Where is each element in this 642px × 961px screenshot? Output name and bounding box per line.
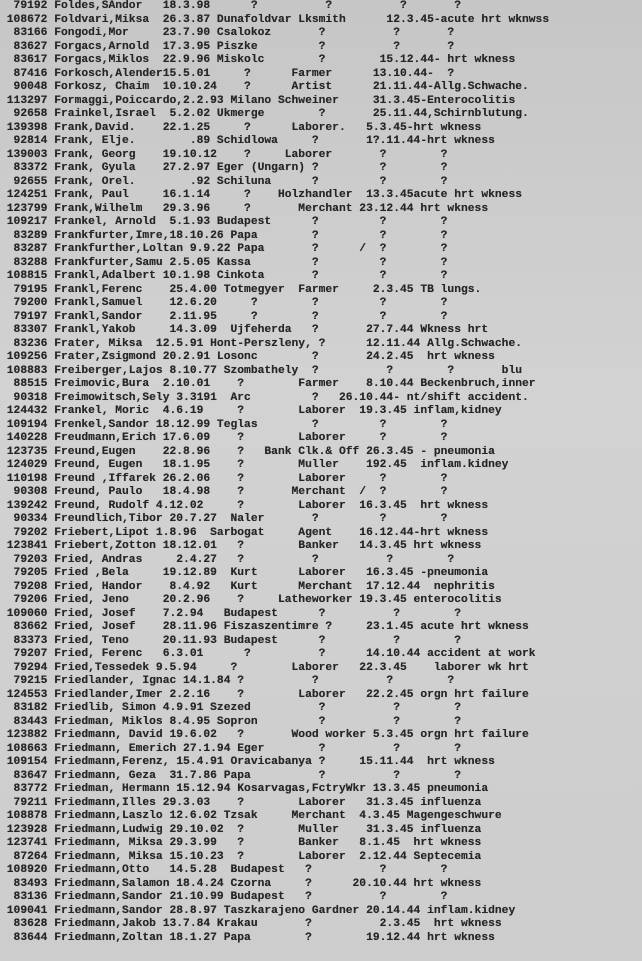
- record-row: 79192 Foldes,SAndor 18.3.98 ? ? ? ?: [0, 0, 461, 12]
- record-row: 113297 Formaggi,Poiccardo,2.2.93 Milano Schweiner 31.3.45-Enterocolitis: [0, 94, 516, 107]
- record-row: 83493 Friedmann,Salamon 18.4.24 Czorna ? 20.10.44 hrt wkness: [0, 877, 482, 890]
- record-row: 83136 Friedmann,Sandor 21.10.99 Budapest ? ? ?: [0, 891, 448, 903]
- record-row: 83289 Frankfurter,Imre,18.10.26 Papa ? ? ?: [0, 229, 448, 242]
- record-row: 139242 Freund, Rudolf 4.12.02 ? Laborer 16.3.45 hrt wkness: [0, 499, 489, 512]
- record-row: 139398 Frank,David. 22.1.25 ? Laborer. 5.3.45-hrt wkness: [0, 121, 482, 134]
- record-row: 83617 Forgacs,Miklos 22.9.96 Miskolc ? 15.12.44- hrt wkness: [0, 54, 516, 66]
- record-row: 79211 Friedmann,Illes 29.3.03 ? Laborer 31.3.45 influenza: [0, 796, 482, 809]
- record-row: 83772 Friedman, Hermann 15.12.94 Kosarvagas,FctryWkr 13.3.45 pneumonia: [0, 783, 489, 795]
- record-row: 124029 Freund, Eugen 18.1.95 ? Muller 192.45 inflam.kidney: [0, 459, 509, 471]
- record-row: 87264 Friedmann, Miksa 15.10.23 ? Laborer 2.12.44 Septecemia: [0, 850, 482, 863]
- record-row: 83647 Friedmann, Geza 31.7.86 Papa ? ? ?: [0, 769, 461, 782]
- record-row: 123928 Friedmann,Ludwig 29.10.02 ? Muller 31.3.45 influenza: [0, 823, 482, 836]
- record-row: 79205 Fried ,Bela 19.12.89 Kurt Laborer 16.3.45 -pneumonia: [0, 567, 489, 579]
- record-row: 79207 Fried, Ferenc 6.3.01 ? ? 14.10.44 accident at work: [0, 648, 536, 660]
- record-row: 92655 Frank, Orel. .92 Schiluna ? ? ?: [0, 175, 448, 188]
- record-row: 140228 Freudmann,Erich 17.6.09 ? Laborer ? ?: [0, 432, 448, 444]
- record-row: 83307 Frankl,Yakob 14.3.09 Ujfeherda ? 27.7.44 Wkness hrt: [0, 324, 489, 336]
- record-row: 108672 Foldvari,Miksa 26.3.87 Dunafoldvar Lksmith 12.3.45-acute hrt wknwss: [0, 13, 550, 26]
- record-row: 123882 Friedmann, David 19.6.02 ? Wood worker 5.3.45 orgn hrt failure: [0, 729, 529, 741]
- record-row: 79215 Friedlander, Ignac 14.1.84 ? ? ? ?: [0, 675, 455, 687]
- record-row: 79200 Frankl,Samuel 12.6.20 ? ? ? ?: [0, 297, 448, 309]
- record-row: 109194 Frenkel,Sandor 18.12.99 Teglas ? ? ?: [0, 418, 448, 431]
- record-row: 109256 Frater,Zsigmond 20.2.91 Losonc ? 24.2.45 hrt wkness: [0, 351, 495, 363]
- record-row: 108883 Freiberger,Lajos 8.10.77 Szombathely ? ? ? blu: [0, 364, 523, 377]
- record-row: 110198 Freund ,Iffarek 26.2.06 ? Laborer ? ?: [0, 472, 448, 485]
- record-row: 108663 Friedmann, Emerich 27.1.94 Eger ? ? ?: [0, 742, 461, 755]
- record-row: 83288 Frankfurter,Samu 2.5.05 Kassa ? ? ?: [0, 256, 448, 269]
- record-row: 88515 Freimovic,Bura 2.10.01 ? Farmer 8.10.44 Beckenbruch,inner: [0, 378, 536, 390]
- record-row: 83644 Friedmann,Zoltan 18.1.27 Papa ? 19.12.44 hrt wkness: [0, 931, 495, 944]
- record-row: 87416 Forkosch,Alender15.5.01 ? Farmer 13.10.44- ?: [0, 67, 455, 80]
- record-row: 83662 Fried, Josef 28.11.96 Fiszaszentimre ? 23.1.45 acute hrt wkness: [0, 621, 529, 633]
- record-row: 83443 Friedman, Miklos 8.4.95 Sopron ? ? ?: [0, 715, 461, 728]
- record-row: 124251 Frank, Paul 16.1.14 ? Holzhandler 13.3.45acute hrt wkness: [0, 189, 523, 201]
- record-row: 79197 Frankl,Sandor 2.11.95 ? ? ? ?: [0, 310, 448, 323]
- record-row: 83628 Friedmann,Jakob 13.7.84 Krakau ? 2.3.45 hrt wkness: [0, 918, 502, 930]
- record-row: 79208 Fried, Handor 8.4.92 Kurt Merchant 17.12.44 nephritis: [0, 580, 495, 593]
- record-row: 83372 Frank, Gyula 27.2.97 Eger (Ungarn) ? ? ?: [0, 162, 448, 174]
- record-row: 83373 Fried, Teno 20.11.93 Budapest ? ? ?: [0, 634, 461, 647]
- record-row: 79195 Frankl,Ferenc 25.4.00 Totmegyer Farmer 2.3.45 TB lungs.: [0, 283, 482, 296]
- record-row: 108878 Friedmann,Laszlo 12.6.02 Tzsak Merchant 4.3.45 Magengeschwure: [0, 810, 502, 822]
- record-row: 83287 Frankfurther,Loltan 9.9.22 Papa ? / ? ?: [0, 243, 448, 255]
- record-row: 79206 Fried, Jeno 20.2.96 ? Latheworker 19.3.45 enterocolitis: [0, 594, 502, 606]
- record-row: 123741 Friedmann, Miksa 29.3.99 ? Banker 8.1.45 hrt wkness: [0, 837, 482, 849]
- record-row: 92814 Frank, Elje. .89 Schidlowa ? 1?.11.44-hrt wkness: [0, 135, 495, 147]
- record-row: 123799 Frank,Wilhelm 29.3.96 ? Merchant 23.12.44 hrt wkness: [0, 202, 489, 215]
- record-row: 139003 Frank, Georg 19.10.12 ? Laborer ? ?: [0, 148, 448, 161]
- record-row: 109060 Fried, Josef 7.2.94 Budapest ? ? ?: [0, 607, 461, 620]
- record-row: 108920 Friedmann,Otto 14.5.28 Budapest ? ? ?: [0, 864, 448, 876]
- record-row: 83236 Frater, Miksa 12.5.91 Hont-Perszleny, ? 12.11.44 Allg.Schwache.: [0, 337, 523, 350]
- record-row: 92658 Frainkel,Israel 5.2.02 Ukmerge ? 25.11.44,Schirnblutung.: [0, 108, 529, 120]
- record-row: 109217 Frankel, Arnold 5.1.93 Budapest ? ? ?: [0, 216, 448, 228]
- record-row: 109154 Friedmann,Ferenz, 15.4.91 Oravicabanya ? 15.11.44 hrt wkness: [0, 756, 495, 768]
- record-row: 83166 Fongodi,Mor 23.7.90 Csalokoz ? ? ?: [0, 27, 455, 39]
- record-row: 123841 Friebert,Zotton 18.12.01 ? Banker 14.3.45 hrt wkness: [0, 540, 482, 552]
- record-row: 90318 Freimowitsch,Sely 3.3191 Arc ? 26.10.44- nt/shift accident.: [0, 391, 529, 404]
- record-row: 108815 Frankl,Adalbert 10.1.98 Cinkota ? ? ?: [0, 270, 448, 282]
- record-row: 90308 Freund, Paulo 18.4.98 ? Merchant / ? ?: [0, 486, 448, 498]
- record-row: 124432 Frankel, Moric 4.6.19 ? Laborer 19.3.45 inflam,kidney: [0, 405, 502, 417]
- record-row: 109041 Friedmann,Sandor 28.8.97 Taszkarajeno Gardner 20.14.44 inflam.kidney: [0, 904, 516, 917]
- record-row: 83182 Friedlib, Simon 4.9.91 Szezed ? ? ?: [0, 702, 461, 714]
- record-row: 83627 Forgacs,Arnold 17.3.95 Piszke ? ? ?: [0, 40, 455, 53]
- record-row: 123735 Freund,Eugen 22.8.96 ? Bank Clk.& Off 26.3.45 - pneumonia: [0, 445, 495, 458]
- record-row: 79202 Friebert,Lipot 1.8.96 Sarbogat Agent 16.12.44-hrt wkness: [0, 526, 489, 539]
- record-row: 79294 Fried,Tessedek 9.5.94 ? Laborer 22.3.45 laborer wk hrt: [0, 661, 529, 674]
- record-row: 79203 Fried, Andras 2.4.27 ? ? ? ?: [0, 553, 455, 566]
- record-row: 90334 Freundlich,Tibor 20.7.27 Naler ? ? ?: [0, 513, 448, 525]
- record-row: 124553 Friedlander,Imer 2.2.16 ? Laborer 22.2.45 orgn hrt failure: [0, 688, 529, 701]
- record-row: 90048 Forkosz, Chaim 10.10.24 ? Artist 21.11.44-Allg.Schwache.: [0, 81, 529, 93]
